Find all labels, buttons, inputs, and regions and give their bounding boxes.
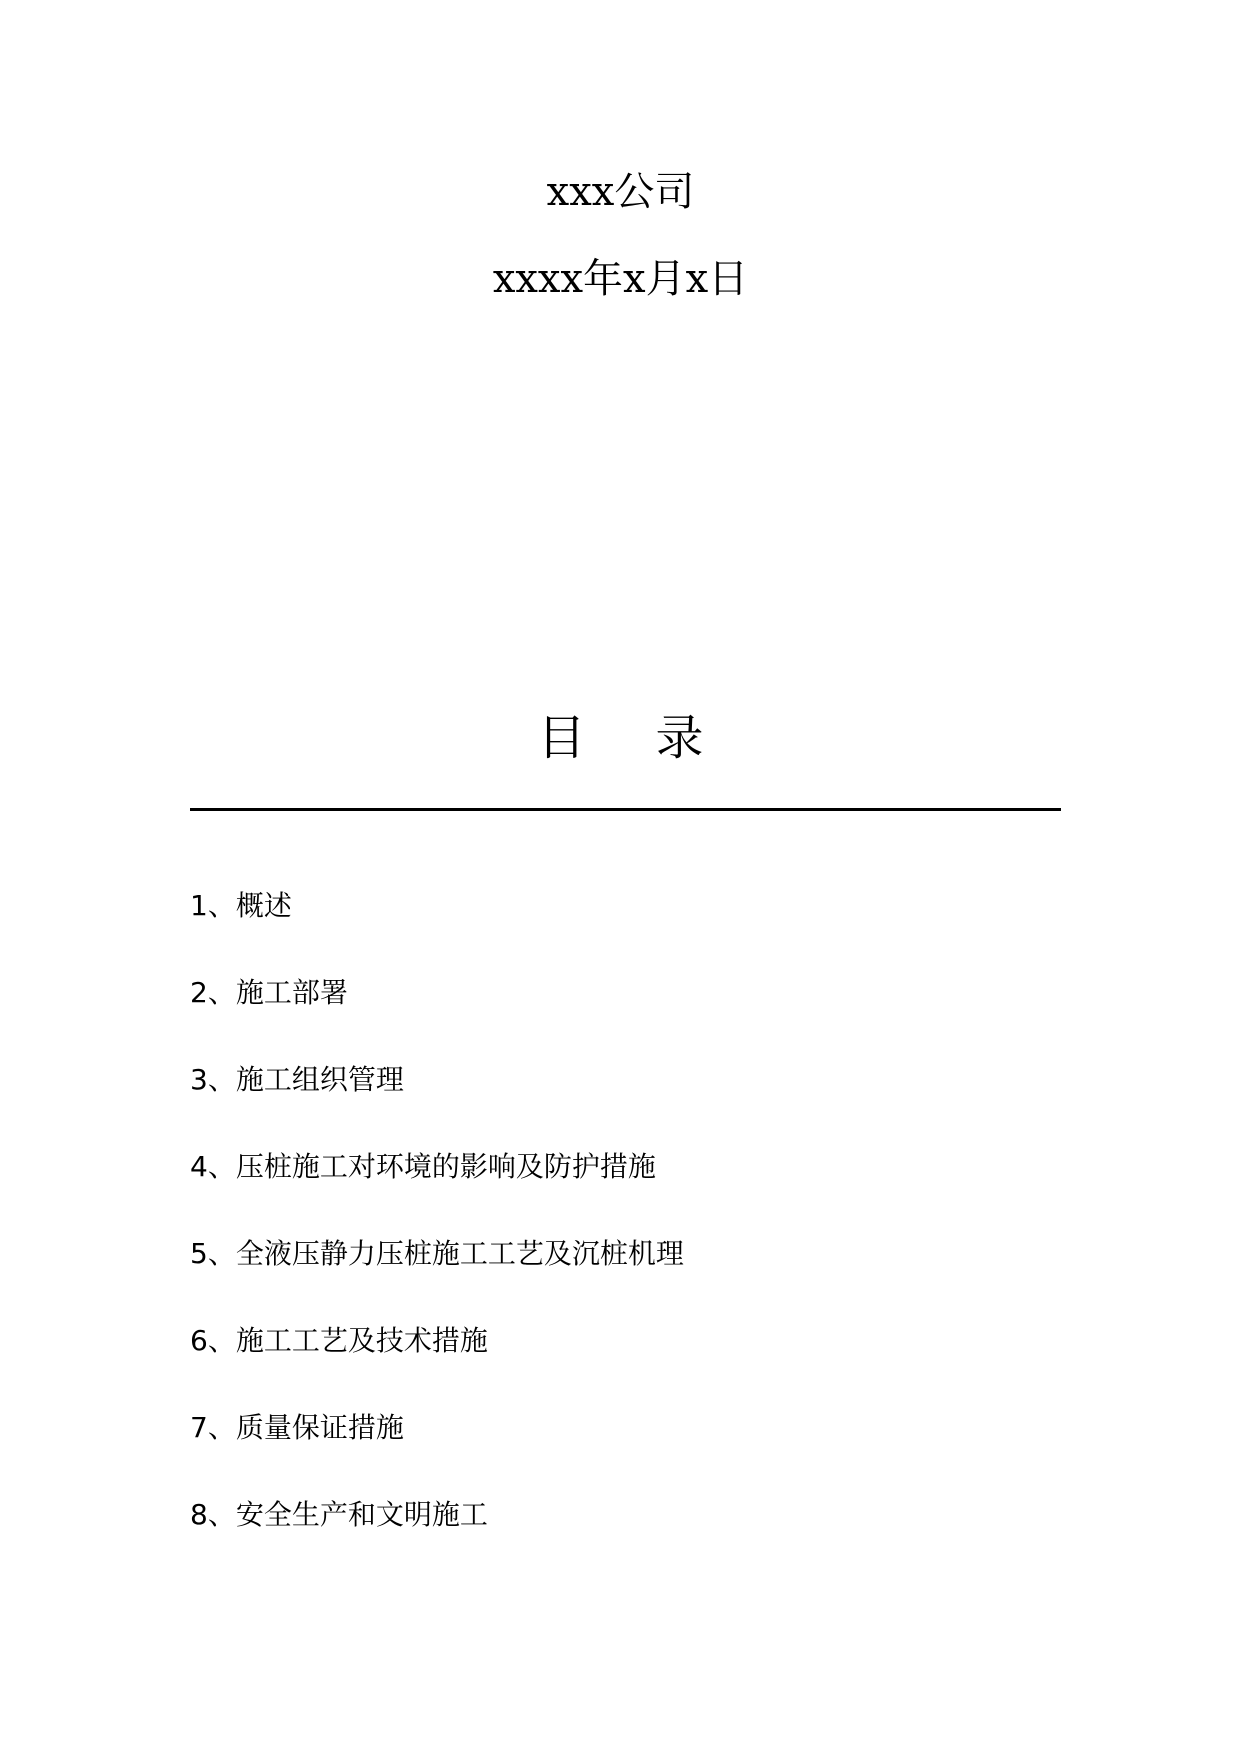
toc-item-2[interactable]: 2、施工部署 [190,976,348,1009]
toc-item-3[interactable]: 3、施工组织管理 [190,1063,404,1096]
toc-list [190,888,1061,1584]
toc-title: 目录 [537,710,774,766]
toc-item-1[interactable]: 1、概述 [190,889,292,922]
company-name: xxx公司 [546,169,695,215]
toc-item-5[interactable]: 5、全液压静力压桩施工工艺及沉桩机理 [190,1237,684,1270]
toc-item-6[interactable]: 6、施工工艺及技术措施 [190,1324,488,1357]
toc-item-7[interactable]: 7、质量保证措施 [190,1411,404,1444]
toc-item-8[interactable]: 8、安全生产和文明施工 [190,1498,488,1531]
document-date: xxxx年x月x日 [492,256,749,302]
toc-item-4[interactable]: 4、压桩施工对环境的影响及防护措施 [190,1150,656,1183]
title-divider [190,808,1061,811]
